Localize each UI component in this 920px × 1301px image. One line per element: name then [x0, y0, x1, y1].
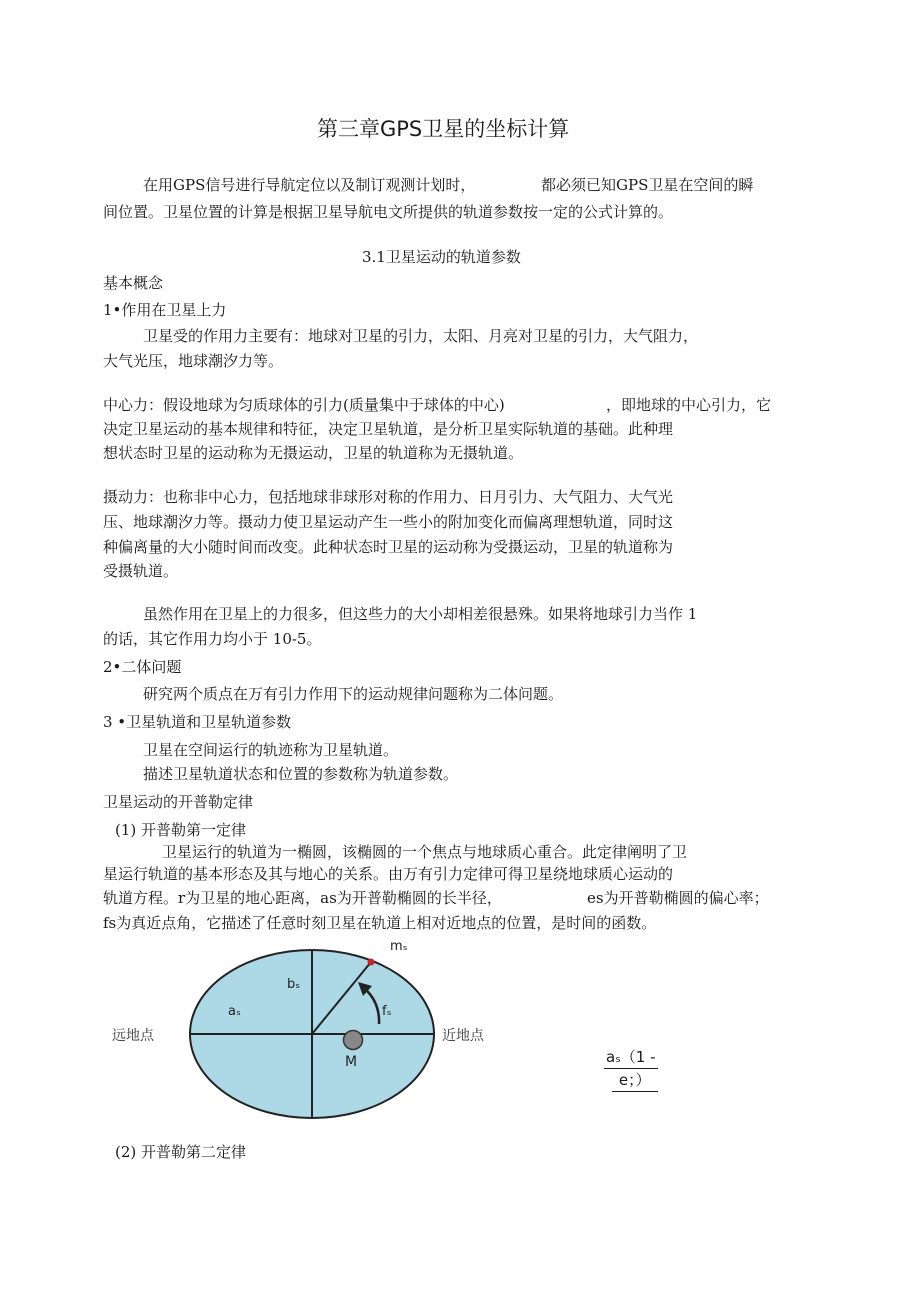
- central-force-line-2: 决定卫星运动的基本规律和特征，决定卫星轨道，是分析卫星实际轨道的基础。此种理: [103, 420, 674, 438]
- basic-concept-heading: 基本概念: [103, 274, 164, 292]
- kepler1-heading: (1) 开普勒第一定律: [115, 821, 247, 839]
- central-force-line-1b: ，即地球的中心引力，它: [606, 396, 772, 414]
- orbit-diagram: [100, 930, 520, 1130]
- kepler1-line-3a: 轨道方程。r为卫星的地心距离，as为开普勒椭圆的长半径，: [103, 889, 502, 907]
- kepler1-line-2: 星运行轨道的基本形态及其与地心的关系。由万有引力定律可得卫星绕地球质心运动的: [103, 865, 674, 883]
- formula-denominator: e；）: [612, 1069, 658, 1092]
- item1-heading: 1•作用在卫星上力: [103, 301, 227, 319]
- item2-heading: 2•二体问题: [103, 658, 182, 676]
- section-title: 3.1卫星运动的轨道参数: [362, 248, 521, 266]
- perturbation-line-3: 种偏离量的大小随时间而改变。此种状态时卫星的运动称为受摄运动，卫星的轨道称为: [103, 538, 674, 556]
- central-force-line-1a: 中心力：假设地球为匀质球体的引力(质量集中于球体的中心): [103, 396, 505, 414]
- page-title: 第三章GPS卫星的坐标计算: [317, 117, 570, 141]
- item1-line-1: 卫星受的作用力主要有：地球对卫星的引力，太阳、月亮对卫星的引力，大气阻力，: [143, 327, 699, 345]
- magnitude-line-1: 虽然作用在卫星上的力很多，但这些力的大小却相差很悬殊。如果将地球引力当作 1: [143, 605, 698, 623]
- kepler1-line-3b: es为开普勒椭圆的偏心率；: [587, 889, 769, 907]
- label-M: M: [345, 1054, 358, 1070]
- earth-mass-dot: [344, 1031, 363, 1050]
- item3-line-2: 描述卫星轨道状态和位置的参数称为轨道参数。: [143, 765, 459, 783]
- central-force-line-3: 想状态时卫星的运动称为无摄运动，卫星的轨道称为无摄轨道。: [103, 444, 524, 462]
- intro-line-1b: 都必须已知GPS卫星在空间的瞬: [541, 176, 754, 194]
- orbit-formula: [604, 1046, 658, 1092]
- item3-line-1: 卫星在空间运行的轨迹称为卫星轨道。: [143, 741, 399, 759]
- intro-line-2: 间位置。卫星位置的计算是根据卫星导航电文所提供的轨道参数按一定的公式计算的。: [103, 203, 674, 221]
- kepler1-line-1: 卫星运行的轨道为一椭圆，该椭圆的一个焦点与地球质心重合。此定律阐明了卫: [162, 843, 688, 861]
- kepler2-heading: (2) 开普勒第二定律: [115, 1143, 247, 1161]
- item2-text: 研究两个质点在万有引力作用下的运动规律问题称为二体问题。: [143, 685, 564, 703]
- perturbation-line-2: 压、地球潮汐力等。摄动力使卫星运动产生一些小的附加变化而偏离理想轨道，同时这: [103, 513, 674, 531]
- item3-heading: 3 •卫星轨道和卫星轨道参数: [103, 713, 292, 731]
- label-ms: mₛ: [390, 939, 408, 954]
- label-bs: bₛ: [287, 977, 301, 992]
- label-as: aₛ: [228, 1004, 241, 1019]
- perturbation-line-1: 摄动力：也称非中心力，包括地球非球形对称的作用力、日月引力、大气阻力、大气光: [103, 488, 674, 506]
- label-fs: fₛ: [382, 1004, 392, 1019]
- label-perigee: 近地点: [442, 1028, 484, 1044]
- item1-line-2: 大气光压，地球潮汐力等。: [103, 352, 284, 370]
- satellite-dot: [368, 959, 375, 966]
- formula-numerator: aₛ（1 -: [604, 1046, 658, 1069]
- kepler1-line-4: fs为真近点角，它描述了任意时刻卫星在轨道上相对近地点的位置，是时间的函数。: [103, 914, 657, 932]
- label-apogee: 远地点: [112, 1028, 154, 1044]
- kepler-heading: 卫星运动的开普勒定律: [103, 793, 254, 811]
- perturbation-line-4: 受摄轨道。: [103, 562, 179, 580]
- intro-line-1a: 在用GPS信号进行导航定位以及制订观测计划时，: [143, 176, 476, 194]
- magnitude-line-2: 的话，其它作用力均小于 10-5。: [103, 630, 322, 648]
